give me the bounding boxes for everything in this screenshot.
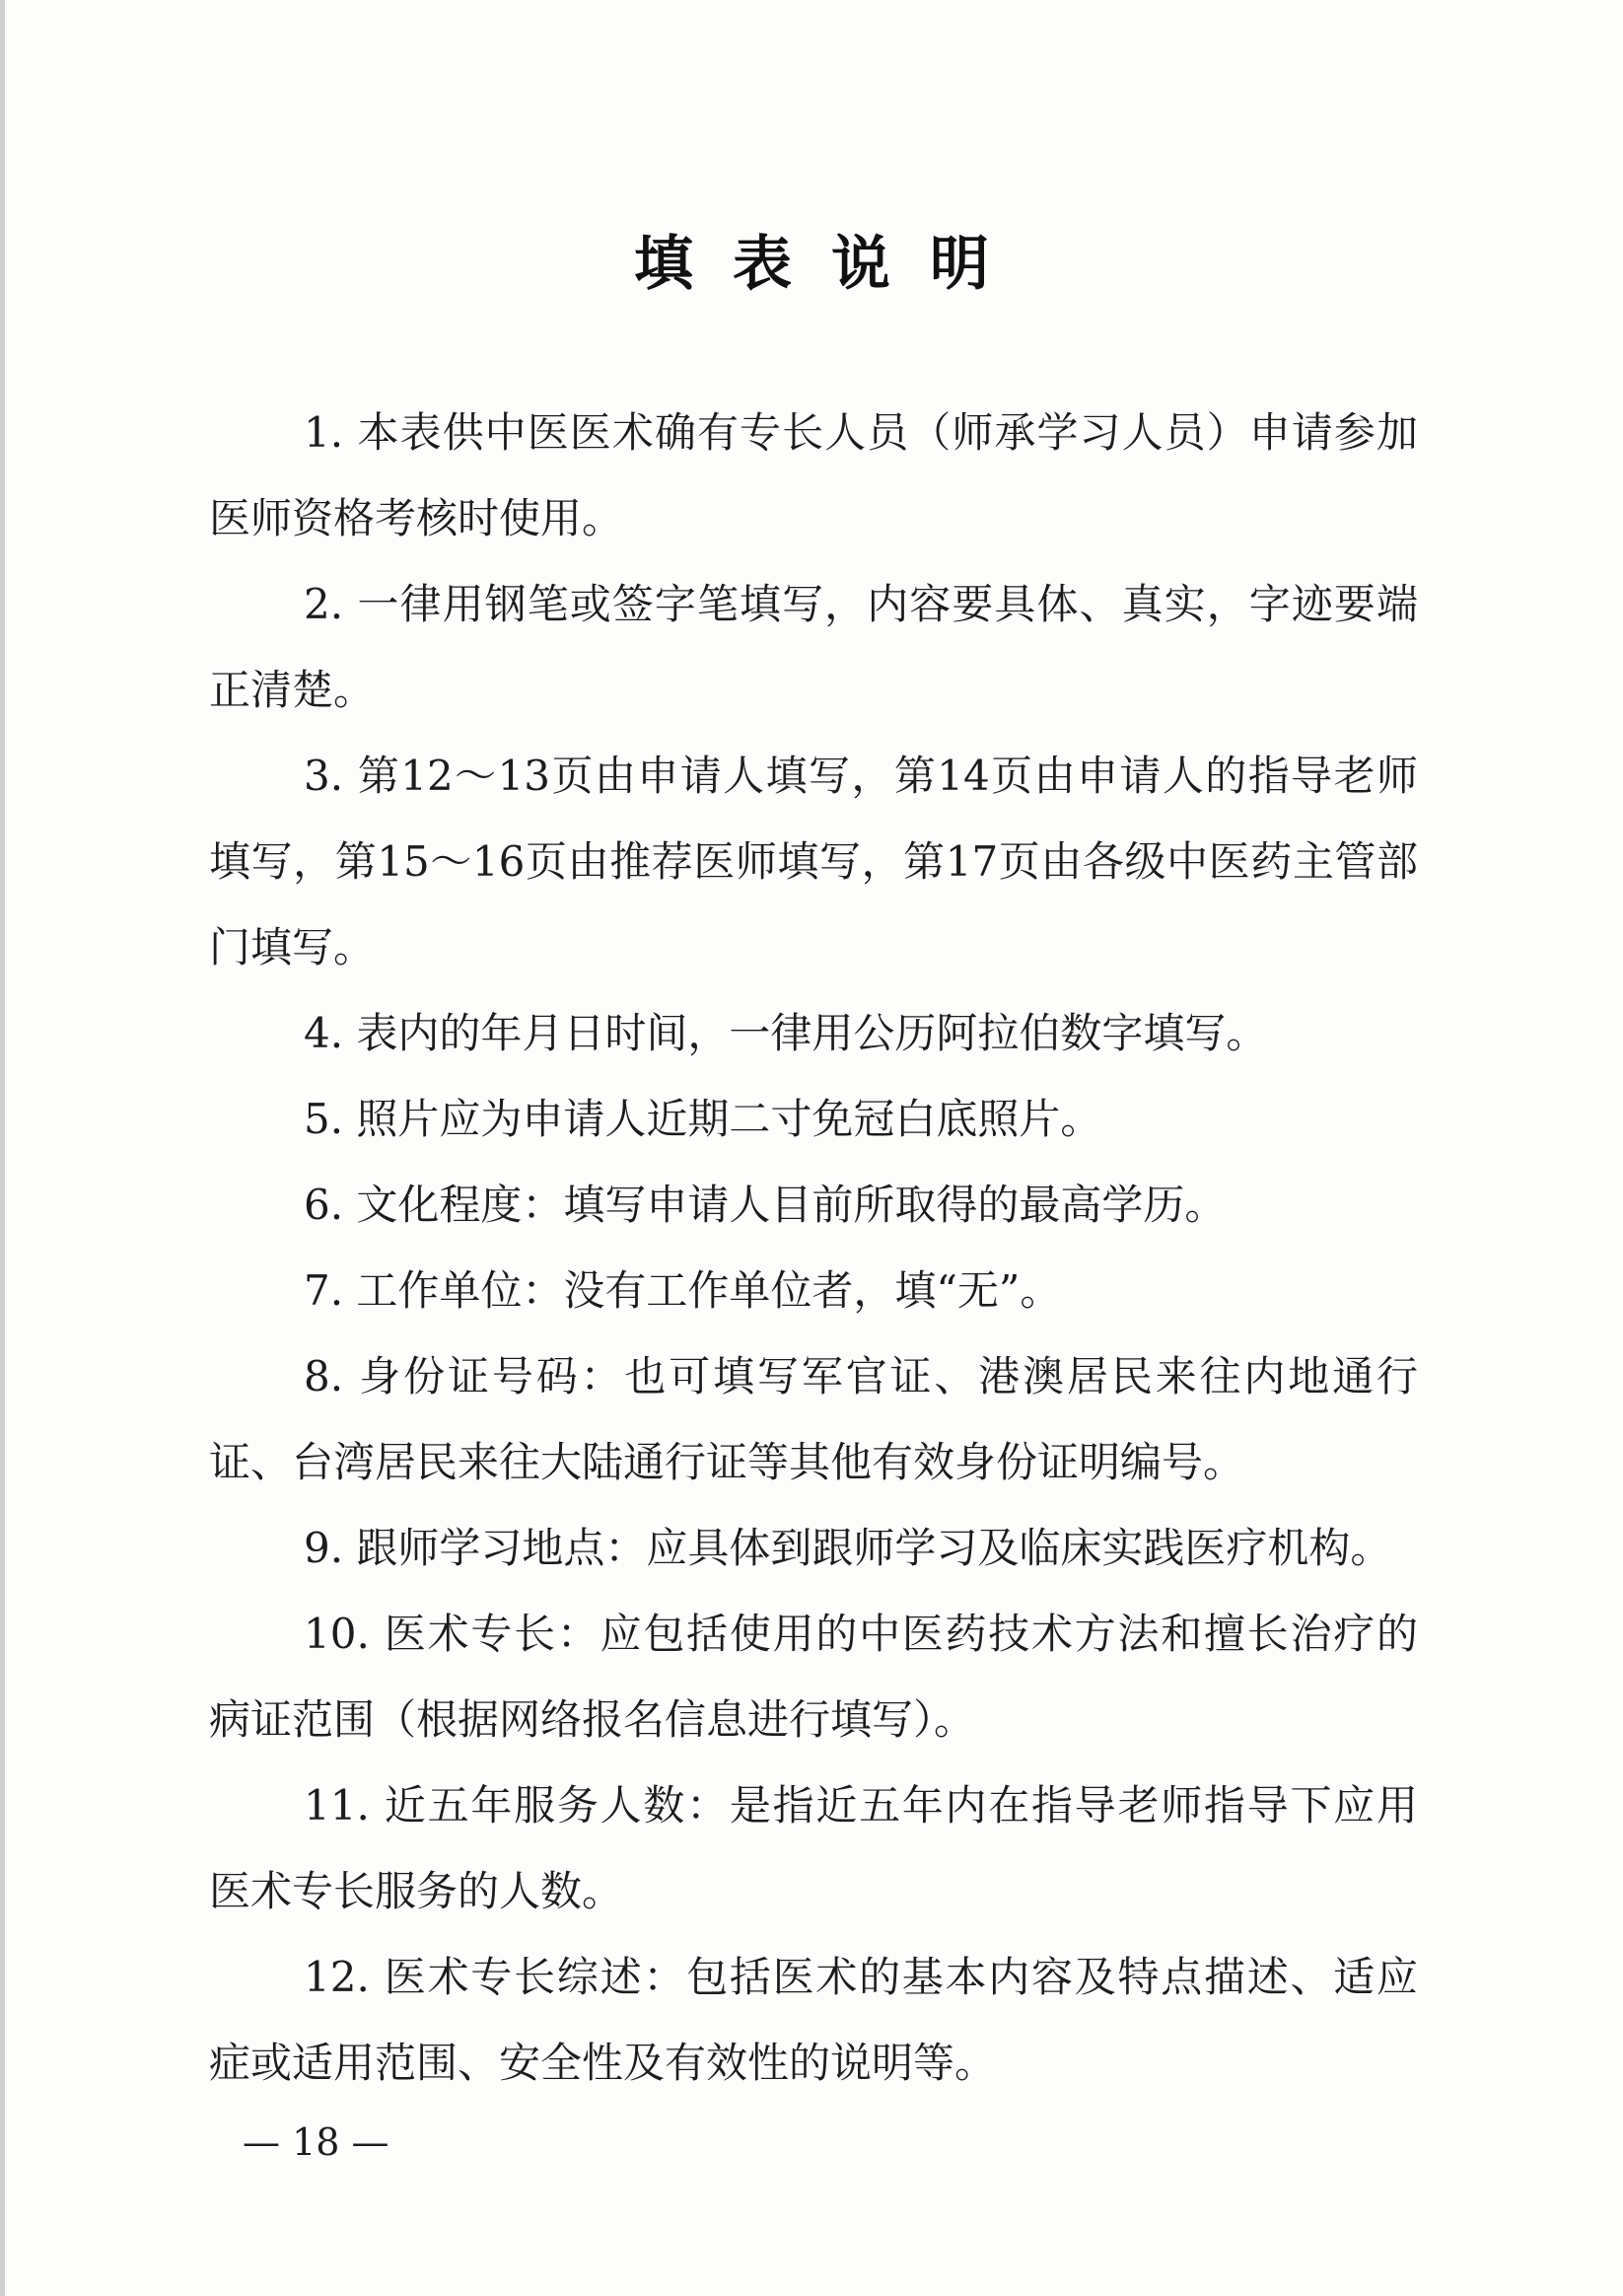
instruction-item-5: 5. 照片应为申请人近期二寸免冠白底照片。: [304, 1095, 1102, 1143]
instructions-list: [209, 390, 1418, 2106]
instruction-item-2: 2. 一律用钢笔或签字笔填写，内容要具体、真实，字迹要端正清楚。: [209, 580, 1418, 714]
instruction-item-10: 10. 医术专长：应包括使用的中医药技术方法和擅长治疗的病证范围（根据网络报名信息进行填写）。: [209, 1610, 1418, 1744]
instruction-item-6: 6. 文化程度：填写申请人目前所取得的最高学历。: [304, 1181, 1227, 1229]
instruction-item-7: 7. 工作单位：没有工作单位者，填“无”。: [304, 1266, 1062, 1315]
instruction-item-9: 9. 跟师学习地点：应具体到跟师学习及临床实践医疗机构。: [304, 1524, 1392, 1572]
instruction-item-3: 3. 第12～13页由申请人填写，第14页由申请人的指导老师填写，第15～16页由推荐医师填写，第17页由各级中医药主管部门填写。: [209, 752, 1418, 971]
scan-edge: [0, 0, 5, 2296]
instruction-item-4: 4. 表内的年月日时间，一律用公历阿拉伯数字填写。: [304, 1009, 1268, 1057]
page-title: 填表说明: [634, 230, 1028, 299]
instruction-item-8: 8. 身份证号码：也可填写军官证、港澳居民来往内地通行证、台湾居民来往大陆通行证等其他有效身份证明编号。: [209, 1352, 1418, 1486]
instruction-item-1: 1. 本表供中医医术确有专长人员（师承学习人员）申请参加医师资格考核时使用。: [209, 408, 1418, 542]
instruction-item-12: 12. 医术专长综述：包括医术的基本内容及特点描述、适应症或适用范围、安全性及有效性的说明等。: [209, 1953, 1418, 2087]
page-number: — 18 —: [243, 2120, 389, 2164]
instruction-item-11: 11. 近五年服务人数：是指近五年内在指导老师指导下应用医术专长服务的人数。: [209, 1781, 1418, 1915]
